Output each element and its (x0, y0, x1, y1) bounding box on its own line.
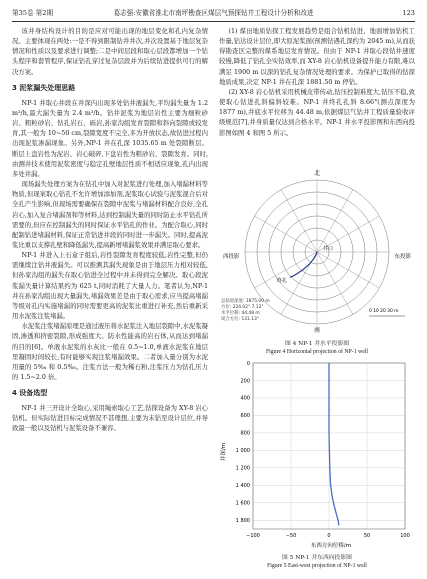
paragraph: NP-1 井三开设计全取心,采用绳索取心工艺,钻探设备为 XY-8 岩心钻机。但实际钻进目标完成情况不甚理想,主要为未钻至设计层位,并导致最一般以及钻机与泥浆设备不兼容。 (12, 405, 208, 433)
section-heading: 3 泥浆漏失处理思路 (12, 83, 76, 92)
y-tick-label: 1 400 (235, 483, 250, 490)
x-tick-label: −50 (285, 533, 297, 539)
y-tick-label: 1 600 (235, 500, 250, 507)
x-tick-label: −100 (246, 533, 260, 539)
polar-spoke (255, 216, 317, 252)
horizontal-projection-plot (219, 166, 415, 336)
journal-issue: 第35卷 第2期 (12, 9, 54, 17)
scale-bar (369, 308, 405, 316)
info-line: 闭合方位: 131.13° (221, 317, 259, 322)
left-column (12, 27, 208, 435)
info-line: 方位: 224.02° 7.12° (221, 305, 264, 310)
y-tick-label: 1 200 (235, 465, 250, 472)
paragraph: 现场漏失处理方案为在钻孔中加入对泥浆进行处理,加入堵漏材料等物质,但现案取心钻孔不允许增加添加剂,泥浆取心试验与泥浆混合后对全孔产生影响,但现场需要确保在裂隙中泥浆与堵漏材料配合良好,全孔岩心,加入复合堵漏剂和等材料,达到控制漏失量的同时防止水平钻孔所需要的,但应在控制漏失的同时保证水平钻孔的作业。为配合取心,同时配制钻进堵漏材料,保证正常钻进井段的同时进一步漏失。同时,提高泥浆比重以支撑孔壁和降低漏失,提高新增堵漏浆效果并满足取心要求。 (12, 181, 208, 249)
trajectory-line (290, 252, 317, 277)
trajectory-line (329, 363, 339, 526)
paragraph: 该井身结构设计的目的是应对可能出现的地层变化和孔内复杂情况。主要体现在两处:一是不得到限制钻井井次,并次设置基于地层复杂情况和性质以及要求进行调整;二是中间层段和取心层段都增加一个钻头程序和套管程序,保证钻孔穿过复杂层段并为后续钻进提供可行的解决方案。 (12, 28, 208, 76)
figure-5-caption-en: Figure 5 East-west projection of NP-1 well (267, 563, 367, 569)
wellhead-label: 井口 (323, 246, 334, 252)
right-column (219, 27, 415, 139)
polar-spoke (317, 252, 353, 314)
paragraph: NP-1 井进入上石盒子组后,岩性裂隙发育程度较低,岩性完整,但仍需继续注钻井液漏失。可以推测其漏失现象是由于地层压力相对较低,但孙家沟组的漏失在取心钻进全过程中并未得到完全解决。取心段泥浆漏失量计算结果约为 625 t,同时消耗了大量人力。笔者认为,NP-1 井在孙家沟组出现大量漏失,堵漏效果差是由于取心需求,应当提高堵漏等级对孔内实施堵漏的同时需要更高的泥浆比重进行补充,然后重新采用水泥浆注浆堵漏。 (12, 252, 208, 321)
figure-4-caption: 图 4 NP-1 井水平投影图 (284, 341, 350, 347)
polar-spoke (281, 190, 317, 252)
info-line: 水平位移: 44.48 m (221, 311, 260, 316)
paragraph: (1) 煤田地质钻探工程发展趋势是组合钻机钻进、地面增加钻机工作量,钻达设计层位,即大原泥浆面(预测钻遇孔深约为 2045 m),从而获得勘查区完整的煤系地层发育情况。但由于 NP-1 井取心段钻井速度较慢,降低了钻孔全实钻效率,而 XY-8 岩心钻机设备提升能力有限,难以满足 1900 m 以深的钻孔复杂情况处理的要求。为保护已取得的钻探地质成果,决定 NP-1 井在孔深 1881.50 m 停钻。 (219, 28, 415, 86)
polar-spoke (317, 190, 353, 252)
y-tick-label: 1 000 (235, 448, 250, 455)
paragraph: (2) XY-8 岩心钻机采用机械皮带传动,钻压控制难度大,钻压不稳,致使取心钻进孔斜偏斜较难。NP-1 井终孔孔斜 8.66°(测点深度为 1877 m),井底水平位移为 44.48 m,依据煤层气钻井工程质量验收评级规范[7],井身质量仅达到合格水平。NP-1 井水平投影图和东西向投影图如图 4 和图 5 所示。 (219, 88, 415, 137)
figure-4-caption-en: Figure 4 Horizontal projection of NP-1 well (265, 349, 369, 355)
y-tick-label: 200 (240, 378, 250, 385)
figure-5 (219, 357, 415, 570)
y-tick-label: 0 (246, 360, 250, 367)
x-tick-label: 50 (363, 533, 371, 539)
page-header (12, 7, 415, 22)
y-tick-label: 400 (240, 395, 250, 402)
south-label: 南 (313, 327, 321, 334)
y-tick-label: 600 (240, 413, 250, 420)
x-axis-label: 东西方向位移/m (310, 543, 352, 549)
polar-spoke (317, 252, 379, 288)
north-label: 北 (313, 170, 321, 177)
running-title: 葛志强:安徽省淮北市南坪勘查区煤层气预探钻井工程设计分析和改进 (113, 9, 314, 17)
figure-5-caption: 图 5 NP-1 井东西向投影图 (282, 555, 352, 561)
x-tick-label: 0 (327, 533, 331, 539)
end-label: 终孔 (277, 278, 288, 284)
page-number: 123 (402, 9, 415, 17)
figure-4 (219, 166, 415, 356)
y-tick-label: 800 (240, 430, 250, 437)
y-axis-title: 井深/m (221, 442, 227, 462)
paragraph: 水泥浆注浆堵漏原理是通过液压将水泥浆注入地层裂隙中,水泥浆凝固,渗透和挤密裂隙,形成强度大、防水性能高的岩石体,从而达到堵漏的目的[6]。单液水泥浆的水灰比一般在 0.5~1.0,单液水泥浆在地层里凝固时间较长,有时能够实现注浆堵漏效果。二者加入量分别为水泥用量的 5‰ 和 0.5‰。注浆方法一般为稀石粉,注浆压力为钻孔压力的 1.5~2.0 倍。 (12, 323, 208, 381)
west-label: 西投影 (223, 254, 240, 260)
paragraph: NP-1 井取心井段在井深内出现多处钻井液漏失,平均漏失量为 1.2 m³/h,最大漏失量为 2.4 m³/h。钻井泥浆为地层岩性主要为细粒砂岩、粗粒砂岩、钻孔岩石、砾岩,孙家沟组发育裂隙和斜向裂隙或较发育,其一般为 10~50 cm,裂隙宽度不完全,多为开放状态,故钻进过程内出现泥浆渗漏现象。另外,NP-1 井在孔深 1035.65 m 处裂隙断层。断层上盘岩性为泥岩、岩心破碎,下盘岩性为粗砂岩、裂隙发育。同时,由测井技术使用泥浆密度与稳定孔壁地层性质不相适应现象,孔内出现多处井漏。 (12, 99, 208, 178)
info-line: 总钻进深度: 1875.00 m (221, 299, 270, 304)
x-tick-label: 100 (400, 533, 410, 539)
y-tick-label: 1 800 (235, 518, 250, 525)
east-label: 东投影 (394, 254, 411, 260)
scale-label: 0 10 20 30 m (369, 309, 399, 314)
section-heading: 4 设备选型 (12, 389, 48, 398)
east-west-projection-plot (219, 357, 415, 550)
